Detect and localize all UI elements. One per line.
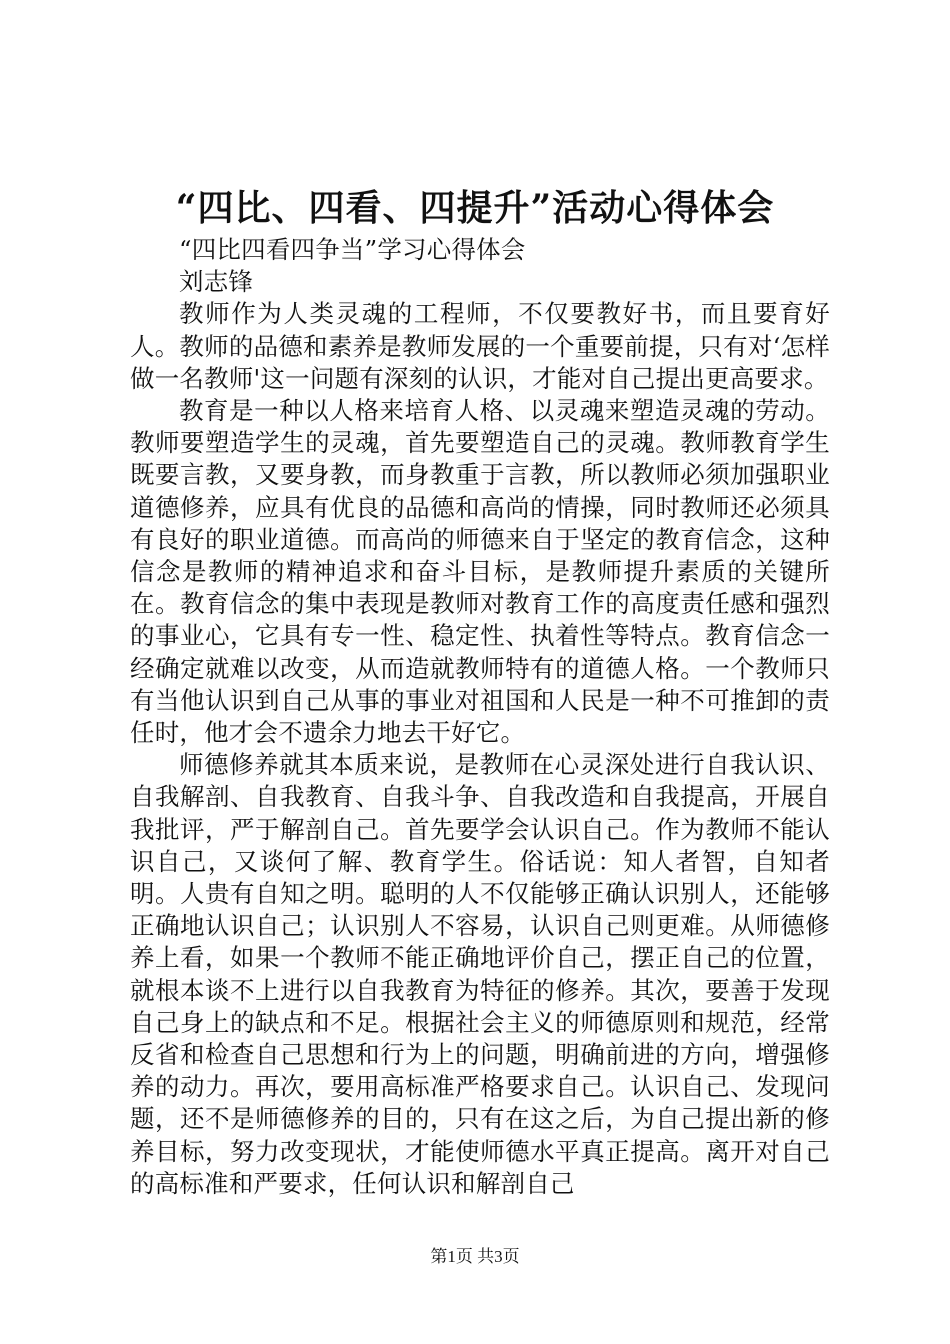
body-paragraph: 教师作为人类灵魂的工程师，不仅要教好书，而且要育好人。教师的品德和素养是教师发展的一个重要前提，只有对‘怎样做一名教师'这一问题有深刻的认识，才能对自己提出更高要求。 [130, 299, 830, 393]
author-line: 刘志锋 [179, 267, 254, 297]
body-paragraph: 教育是一种以人格来培育人格、以灵魂来塑造灵魂的劳动。教师要塑造学生的灵魂，首先要塑造自己的灵魂。教师教育学生既要言教，又要身教，而身教重于言教，所以教师必须加强职业道德修养，应具有优良的品德和高尚的情操，同时教师还必须具有良好的职业道德。而高尚的师德来自于坚定的教育信念，这种信念是教师的精神追求和奋斗目标，是教师提升素质的关键所在。教育信念的集中表现是教师对教育工作的高度责任感和强烈的事业心，它具有专一性、稳定性、执着性等特点。教育信念一经确定就难以改变，从而造就教师特有的道德人格。一个教师只有当他认识到自己从事的事业对祖国和人民是一种不可推卸的责任时，他才会不遗余力地去干好它。 [130, 396, 830, 748]
body-paragraph: 师德修养就其本质来说，是教师在心灵深处进行自我认识、自我解剖、自我教育、自我斗争、自我改造和自我提高，开展自我批评，严于解剖自己。首先要学会认识自己。作为教师不能认识自己，又谈何了解、教育学生。俗话说：知人者智，自知者明。人贵有自知之明。聪明的人不仅能够正确认识别人，还能够正确地认识自己；认识别人不容易，认识自己则更难。从师德修养上看，如果一个教师不能正确地评价自己，摆正自己的位置，就根本谈不上进行以自我教育为特征的修养。其次，要善于发现自己身上的缺点和不足。根据社会主义的师德原则和规范，经常反省和检查自己思想和行为上的问题，明确前进的方向，增强修养的动力。再次，要用高标准严格要求自己。认识自己、发现问题，还不是师德修养的目的，只有在这之后，为自己提出新的修养目标，努力改变现状，才能使师德水平真正提高。离开对自己的高标准和严要求，任何认识和解剖自己 [130, 750, 830, 1198]
subtitle-line: “四比四看四争当”学习心得体会 [179, 235, 526, 264]
page-number: 第1页 共3页 [430, 1247, 520, 1266]
document-title: “四比、四看、四提升”活动心得体会 [175, 187, 775, 229]
document-body [130, 234, 830, 1200]
